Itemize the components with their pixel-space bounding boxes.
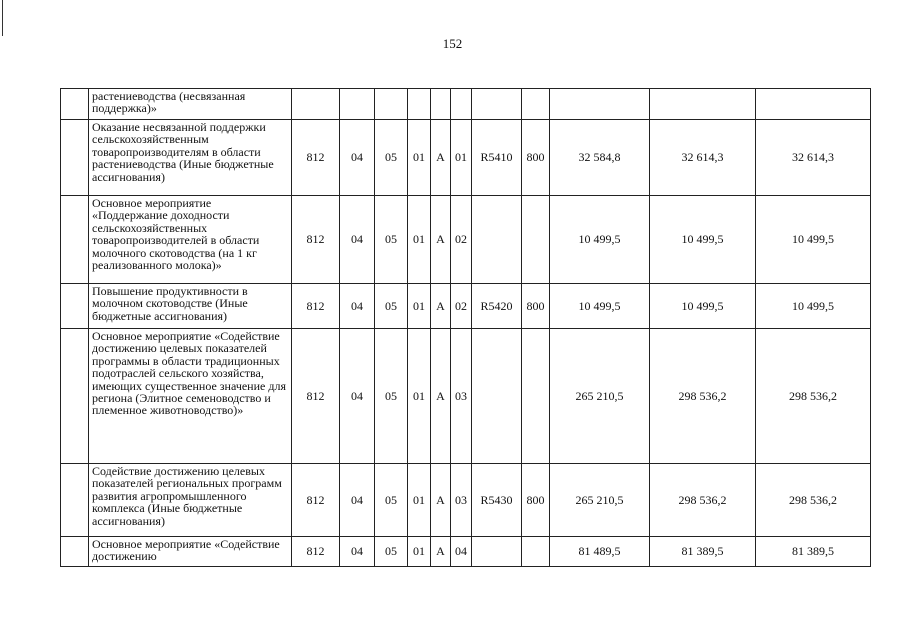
direction-code-cell: R5410 [472, 120, 522, 196]
subprogram-code-cell: А [431, 284, 451, 329]
subsection-code-cell: 05 [375, 537, 408, 567]
expense-type-cell: 800 [522, 284, 550, 329]
amount-year3-cell: 10 499,5 [756, 284, 871, 329]
table-row [61, 196, 871, 284]
program-code-cell: 01 [408, 464, 431, 537]
direction-code-cell [472, 196, 522, 284]
row-number-cell [61, 89, 89, 120]
expense-type-cell: 800 [522, 464, 550, 537]
amount-year2-cell: 10 499,5 [650, 196, 756, 284]
row-number-cell [61, 329, 89, 464]
section-code-cell: 04 [340, 329, 375, 464]
amount-year3-cell: 81 389,5 [756, 537, 871, 567]
description-cell: Основное мероприятие «Поддержание доходности сельскохозяйственных товаропроизводителей в области молочного скотоводства (на 1 кг реализованного молока)» [89, 196, 292, 284]
section-code-cell: 04 [340, 120, 375, 196]
subprogram-code-cell: А [431, 537, 451, 567]
page-number: 152 [442, 36, 463, 51]
direction-code-cell [472, 537, 522, 567]
section-code-cell: 04 [340, 196, 375, 284]
description-cell: Основное мероприятие «Содействие достижению целевых показателей программы в области традиционных подотраслей сельского хозяйства, имеющих существенное значение для региона (Элитное семеноводство и племенное животноводство)» [89, 329, 292, 464]
subsection-code-cell [375, 89, 408, 120]
amount-year2-cell: 298 536,2 [650, 464, 756, 537]
amount-year1-cell: 32 584,8 [550, 120, 650, 196]
scan-edge-line [2, 0, 3, 36]
row-number-cell [61, 120, 89, 196]
table-row [61, 284, 871, 329]
amount-year1-cell: 10 499,5 [550, 196, 650, 284]
description-cell: Основное мероприятие «Содействие достижению [89, 537, 292, 567]
program-code-cell [408, 89, 431, 120]
description-cell: Оказание несвязанной поддержки сельскохозяйственным товаропроизводителям в области растениеводства (Иные бюджетные ассигнования) [89, 120, 292, 196]
ministry-code-cell: 812 [292, 537, 340, 567]
ministry-code-cell [292, 89, 340, 120]
activity-code-cell: 01 [451, 120, 472, 196]
table-row [61, 329, 871, 464]
subsection-code-cell: 05 [375, 196, 408, 284]
amount-year2-cell: 298 536,2 [650, 329, 756, 464]
amount-year3-cell: 298 536,2 [756, 329, 871, 464]
section-code-cell [340, 89, 375, 120]
subprogram-code-cell: А [431, 120, 451, 196]
activity-code-cell: 02 [451, 196, 472, 284]
expense-type-cell [522, 89, 550, 120]
table-row [61, 120, 871, 196]
amount-year2-cell: 81 389,5 [650, 537, 756, 567]
row-number-cell [61, 284, 89, 329]
direction-code-cell [472, 89, 522, 120]
description-cell: Повышение продуктивности в молочном скотоводстве (Иные бюджетные ассигнования) [89, 284, 292, 329]
program-code-cell: 01 [408, 329, 431, 464]
direction-code-cell [472, 329, 522, 464]
amount-year2-cell: 10 499,5 [650, 284, 756, 329]
ministry-code-cell: 812 [292, 120, 340, 196]
amount-year3-cell [756, 89, 871, 120]
expense-type-cell [522, 537, 550, 567]
section-code-cell: 04 [340, 537, 375, 567]
program-code-cell: 01 [408, 120, 431, 196]
subsection-code-cell: 05 [375, 464, 408, 537]
amount-year2-cell [650, 89, 756, 120]
activity-code-cell: 03 [451, 329, 472, 464]
table-row [61, 89, 871, 120]
subsection-code-cell: 05 [375, 329, 408, 464]
row-number-cell [61, 537, 89, 567]
table-row [61, 537, 871, 567]
expense-type-cell [522, 196, 550, 284]
activity-code-cell: 04 [451, 537, 472, 567]
program-code-cell: 01 [408, 196, 431, 284]
budget-table [60, 88, 871, 567]
ministry-code-cell: 812 [292, 329, 340, 464]
ministry-code-cell: 812 [292, 464, 340, 537]
amount-year3-cell: 10 499,5 [756, 196, 871, 284]
section-code-cell: 04 [340, 284, 375, 329]
subprogram-code-cell: А [431, 464, 451, 537]
subprogram-code-cell: А [431, 329, 451, 464]
description-cell: Содействие достижению целевых показателей региональных программ развития агропромышленного комплекса (Иные бюджетные ассигнования) [89, 464, 292, 537]
direction-code-cell: R5420 [472, 284, 522, 329]
subsection-code-cell: 05 [375, 120, 408, 196]
amount-year1-cell: 265 210,5 [550, 329, 650, 464]
amount-year1-cell: 81 489,5 [550, 537, 650, 567]
amount-year3-cell: 32 614,3 [756, 120, 871, 196]
row-number-cell [61, 464, 89, 537]
program-code-cell: 01 [408, 537, 431, 567]
description-cell: растениеводства (несвязанная поддержка)» [89, 89, 292, 120]
activity-code-cell: 02 [451, 284, 472, 329]
program-code-cell: 01 [408, 284, 431, 329]
row-number-cell [61, 196, 89, 284]
ministry-code-cell: 812 [292, 196, 340, 284]
subprogram-code-cell: А [431, 196, 451, 284]
expense-type-cell [522, 329, 550, 464]
section-code-cell: 04 [340, 464, 375, 537]
activity-code-cell [451, 89, 472, 120]
table-row [61, 464, 871, 537]
subprogram-code-cell [431, 89, 451, 120]
amount-year2-cell: 32 614,3 [650, 120, 756, 196]
subsection-code-cell: 05 [375, 284, 408, 329]
activity-code-cell: 03 [451, 464, 472, 537]
direction-code-cell: R5430 [472, 464, 522, 537]
amount-year1-cell [550, 89, 650, 120]
ministry-code-cell: 812 [292, 284, 340, 329]
amount-year1-cell: 265 210,5 [550, 464, 650, 537]
amount-year1-cell: 10 499,5 [550, 284, 650, 329]
expense-type-cell: 800 [522, 120, 550, 196]
amount-year3-cell: 298 536,2 [756, 464, 871, 537]
